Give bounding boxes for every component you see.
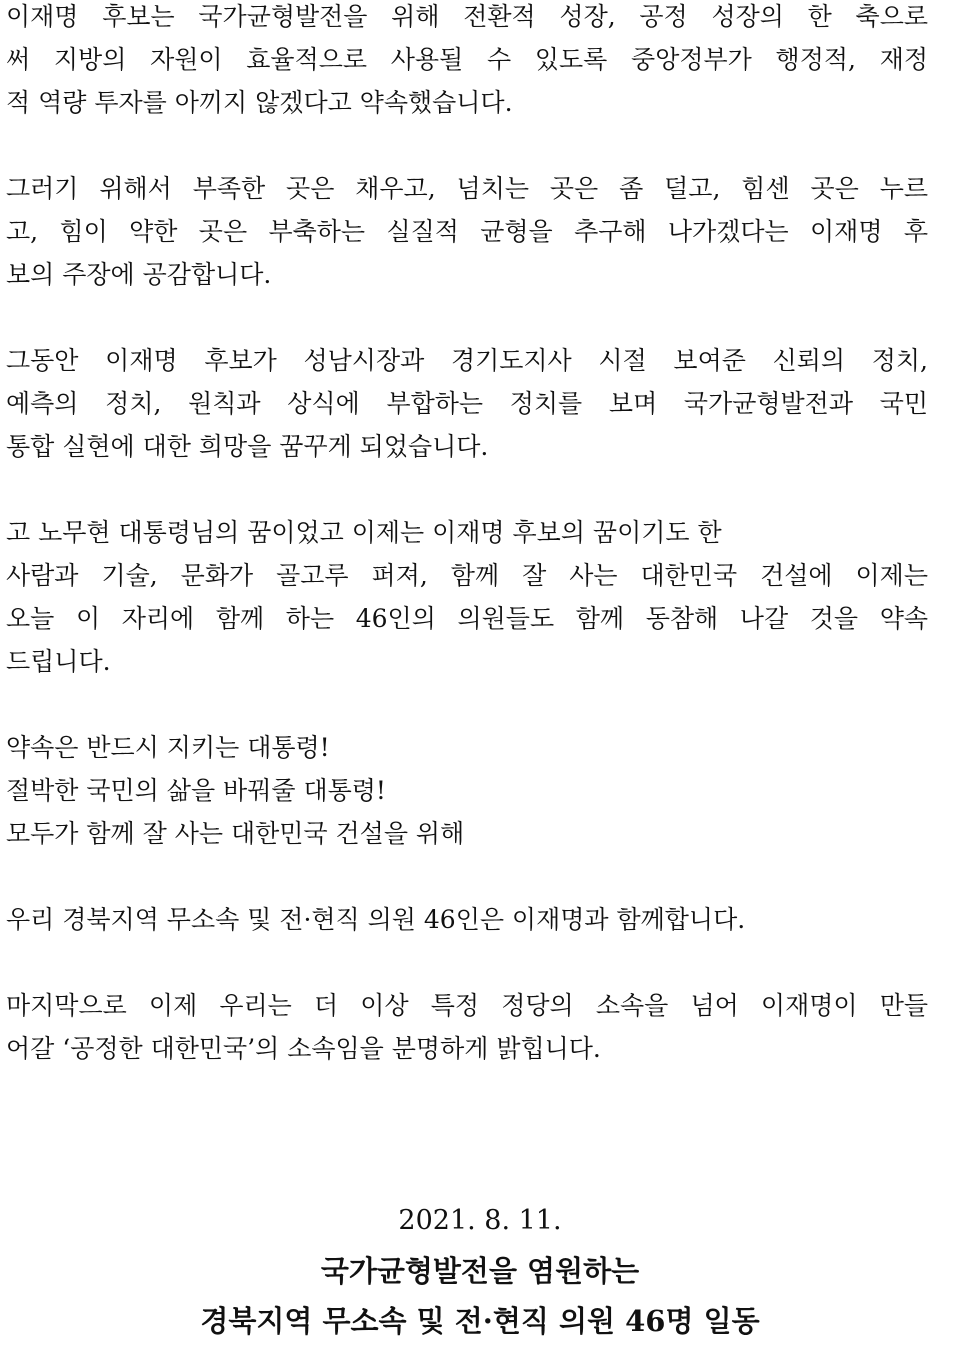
signatory-line-1: 국가균형발전을 염원하는: [320, 1254, 640, 1288]
paragraph-line: 우리 경북지역 무소속 및 전·현직 의원 46인은 이재명과 함께합니다.: [6, 905, 746, 934]
paragraph-line: 모두가 함께 잘 사는 대한민국 건설을 위해: [6, 819, 465, 848]
paragraph-line: 그러기 위해서 부족한 곳은 채우고, 넘치는 곳은 좀 덜고, 힘센 곳은 누르: [6, 174, 928, 203]
paragraph-line: 약속은 반드시 지키는 대통령!: [6, 733, 330, 762]
paragraph-line: 그동안 이재명 후보가 성남시장과 경기도지사 시절 보여준 신뢰의 정치,: [6, 346, 928, 375]
paragraph-line: 이재명 후보는 국가균형발전을 위해 전환적 성장, 공정 성장의 한 축으로: [6, 2, 928, 31]
paragraph-line: 어갈 ‘공정한 대한민국’의 소속임을 분명하게 밝힙니다.: [6, 1034, 601, 1063]
paragraph-line: 써 지방의 자원이 효율적으로 사용될 수 있도록 중앙정부가 행정적, 재정: [6, 45, 928, 74]
signatory-line-2: 경북지역 무소속 및 전·현직 의원 46명 일동: [200, 1304, 760, 1338]
paragraph-line: 고 노무현 대통령님의 꿈이었고 이제는 이재명 후보의 꿈이기도 한: [6, 518, 722, 547]
statement-date: 2021. 8. 11.: [398, 1205, 562, 1236]
paragraph-line: 고, 힘이 약한 곳은 부축하는 실질적 균형을 추구해 나가겠다는 이재명 후: [6, 217, 928, 246]
paragraph-line: 드립니다.: [6, 647, 111, 676]
paragraph-line: 적 역량 투자를 아끼지 않겠다고 약속했습니다.: [6, 88, 513, 117]
paragraph-line: 보의 주장에 공감합니다.: [6, 260, 272, 289]
paragraph-line: 마지막으로 이제 우리는 더 이상 특정 정당의 소속을 넘어 이재명이 만들: [6, 991, 928, 1020]
paragraph-line: 절박한 국민의 삶을 바꿔줄 대통령!: [6, 776, 386, 805]
paragraph-line: 통합 실현에 대한 희망을 꿈꾸게 되었습니다.: [6, 432, 489, 461]
paragraph-line: 오늘 이 자리에 함께 하는 46인의 의원들도 함께 동참해 나갈 것을 약속: [6, 604, 928, 633]
paragraph-line: 사람과 기술, 문화가 골고루 퍼져, 함께 잘 사는 대한민국 건설에 이제는: [6, 561, 928, 590]
paragraph-line: 예측의 정치, 원칙과 상식에 부합하는 정치를 보며 국가균형발전과 국민: [6, 389, 928, 418]
